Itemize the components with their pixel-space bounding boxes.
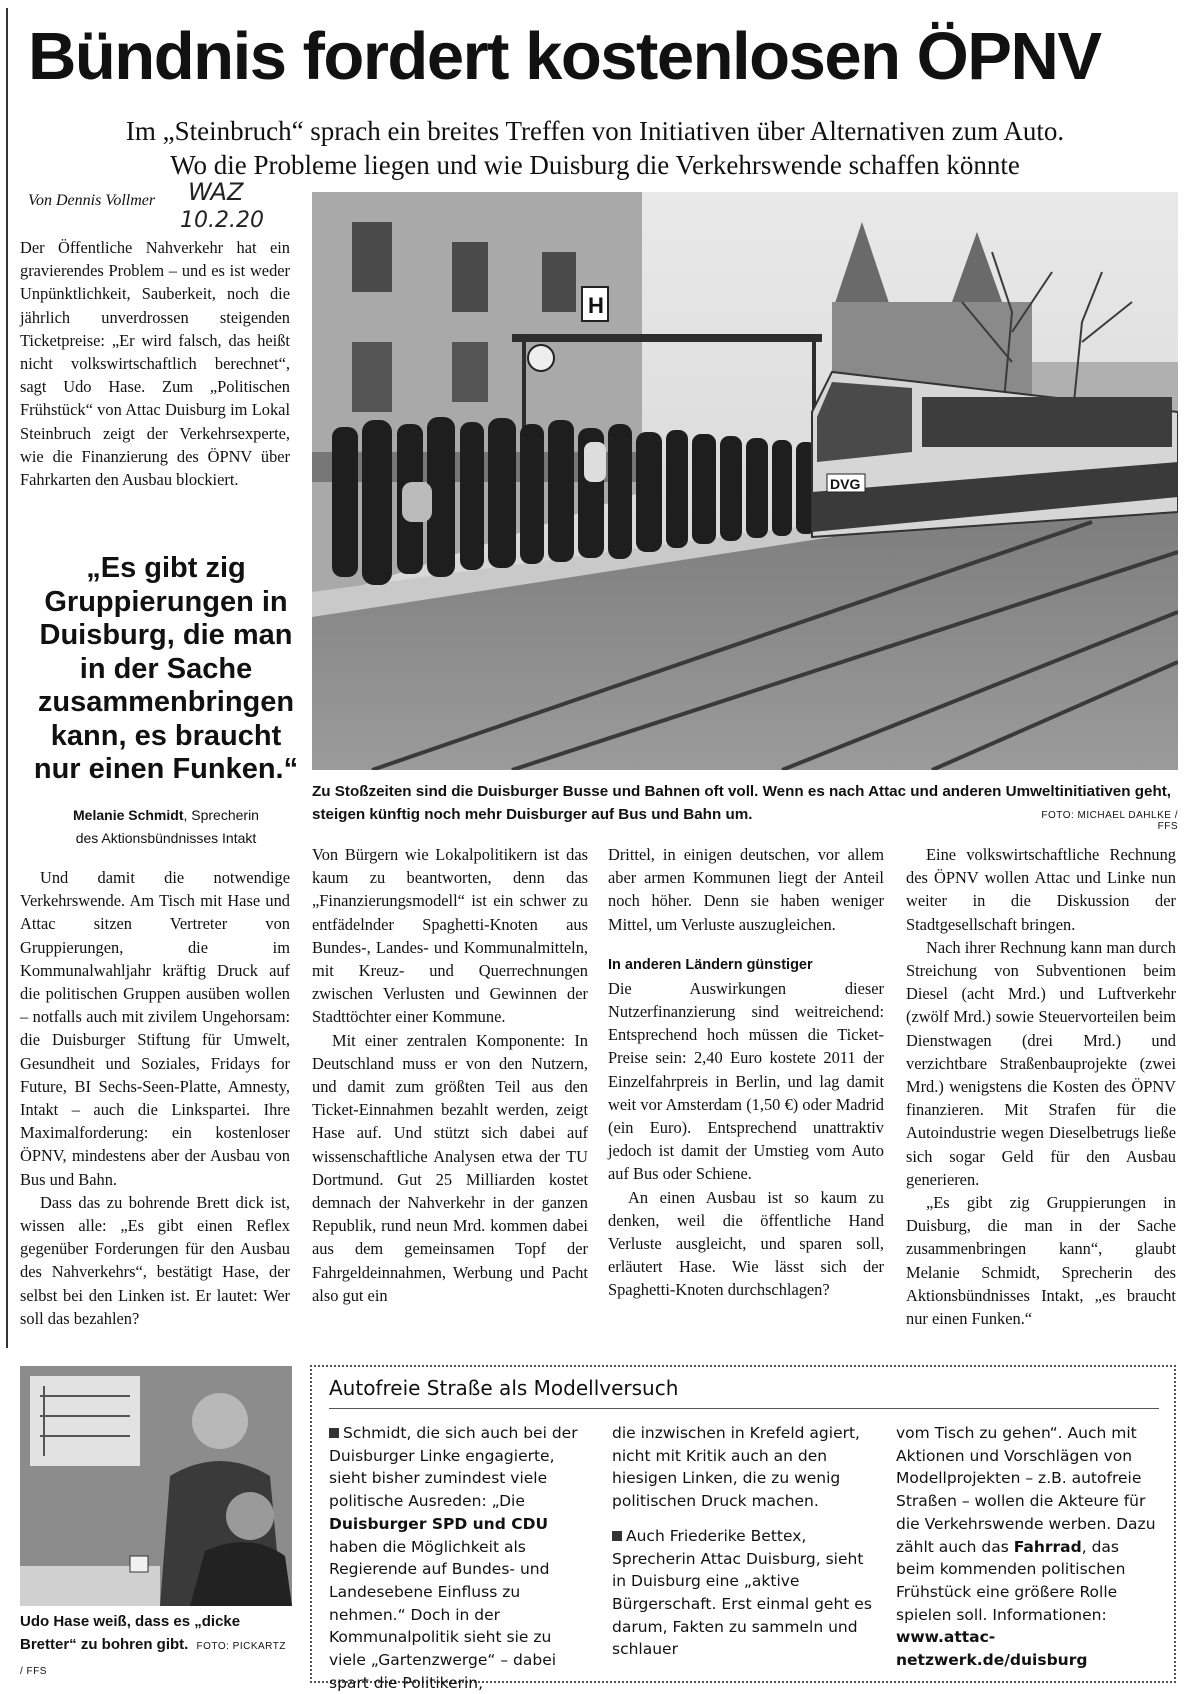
stop-sign-letter: H bbox=[588, 293, 604, 318]
info-box-column-2-paragraph-1: die inzwischen in Krefeld agiert, nicht mit Kritik auch an den hiesigen Linken, die zu wenig politischen Druck machen. bbox=[612, 1424, 860, 1511]
left-column-rule bbox=[6, 8, 8, 1348]
info-box-title: Autofreie Straße als Modellversuch bbox=[329, 1376, 679, 1400]
intro-text: Der Öffentliche Nahverkehr hat ein gravierendes Problem – und es ist weder Unpünktlichkeit, Sauberkeit, noch die jährlich unverdrossen steigenden Ticketpreise: „Er wird falsch, das heißt nicht volkswirtschaftlich berechnet“, sagt Udo Hase. Zum „Politischen Frühstück“ von Attac Duisburg im Lokal Steinbruch zeigt der Verkehrsexperte, wie die Finanzierung des ÖPNV über Fahrkarten den Ausbau blockiert. bbox=[20, 238, 290, 490]
column-4 bbox=[906, 843, 1176, 1330]
intro-paragraph bbox=[20, 236, 290, 491]
column-1-paragraph-2: Dass das zu bohrende Brett dick ist, wissen alle: „Es gibt einen Reflex gegenüber Forderungen für den Ausbau des Nahverkehrs“, bestätigt Hase, der selbst bei den Linken ist. Er lautet: Wer soll das bezahlen? bbox=[20, 1192, 290, 1328]
column-4-paragraph-3: „Es gibt zig Gruppierungen in Duisburg, die man in der Sache zusammenbringen kann“, glaubt Melanie Schmidt, Sprecherin des Aktionsbündnisses Intakt, „es braucht nur einen Funken.“ bbox=[906, 1193, 1176, 1329]
column-3 bbox=[608, 843, 884, 1302]
pull-quote-role: , Sprecherin bbox=[183, 807, 259, 823]
byline: Von Dennis Vollmer bbox=[28, 192, 156, 209]
bullet-square-icon bbox=[329, 1428, 339, 1438]
main-photo-credit: FOTO: MICHAEL DAHLKE / FFS bbox=[1041, 810, 1178, 832]
info-box-column-1-bold: Duisburger SPD und CDU bbox=[329, 1514, 549, 1533]
column-4-paragraph-1: Eine volkswirtschaftliche Rechnung des ÖPNV wollen Attac und Linke nun weiter in die Diskussion der Stadtgesellschaft bringen. bbox=[906, 845, 1176, 934]
info-box-link[interactable]: www.attac-netzwerk.de/duisburg bbox=[896, 1628, 1088, 1670]
column-3-paragraph-1: Drittel, in einigen deutschen, vor allem aber armen Kommunen liegt der Anteil noch höher. Denn sie haben weniger Mittel, um Verluste auszugleichen. bbox=[608, 845, 884, 934]
handwritten-source: WAZ bbox=[188, 178, 244, 206]
column-3-paragraph-3: An einen Ausbau ist so kaum zu denken, weil die öffentliche Hand Verluste ausgleicht, und sparen soll, erläutert Hase. Wie lässt sich der Spaghetti-Knoten durchschlagen? bbox=[608, 1187, 884, 1300]
column-4-paragraph-2: Nach ihrer Rechnung kann man durch Streichung von Subventionen beim Diesel (acht Mrd.) und Luftverkehr (zwölf Mrd.) sowie Steuervorteilen beim Dienstwagen (drei Mrd.) und verzichtbare Straßenbauprojekte (zwei Mrd.) wenigstens die Kosten des ÖPNV finanzieren. Mit Strafen für die Autoindustrie wegen Dieselbetrugs ließe sich sogar Geld für den Ausbau generieren. bbox=[906, 937, 1176, 1189]
column-3-subhead: In anderen Ländern günstiger bbox=[608, 956, 813, 973]
pull-quote: „Es gibt zig Gruppierungen in Duisburg, die man in der Sache zusammenbringen kann, es braucht nur einen Funken.“ bbox=[33, 552, 299, 785]
info-box-column-3-text-b: , das beim kommenden politischen Frühstück eine größere Rolle spielen soll. Informationen: bbox=[896, 1537, 1126, 1624]
info-box-column-2-paragraph-2: Auch Friederike Bettex, Sprecherin Attac Duisburg, sieht in Duisburg eine „aktive Bürgerschaft. Erst einmal geht es darum, Fakten zu sammeln und schlauer bbox=[612, 1526, 872, 1659]
column-1-paragraph-1: Und damit die notwendige Verkehrswende. Am Tisch mit Hase und Attac sitzen Vertreter von Gruppierungen, die im Kommunalwahljahr kräftig Druck auf die politischen Gruppen ausüben wollen – notfalls auch mit zivilem Ungehorsam: die Duisburger Stiftung für Umwelt, Gesundheit und Soziales, Fridays for Future, BI Sechs-Seen-Platte, Amnesty, Intakt – auch die Linkspartei. Ihre Maximalforderung: ein kostenloser ÖPNV, mindestens aber der Ausbau von Bus und Bahn. bbox=[20, 868, 290, 1189]
small-photo-credit: FOTO: PICKARTZ / FFS bbox=[20, 1641, 286, 1677]
small-photo-caption bbox=[20, 1610, 292, 1683]
column-1 bbox=[20, 866, 290, 1330]
pull-quote-role-2: des Aktionsbündnisses Intakt bbox=[75, 830, 257, 846]
info-box-column-1-text-b: haben die Möglichkeit als Regierende auf Bundes- und Landesebene Einfluss zu nehmen.“ Doch in der Kommunalpolitik sieht sie zu viele „Gartenzwerge“ – dabei spart die Politikerin, bbox=[329, 1537, 557, 1692]
subheadline-line-1: Im „Steinbruch“ sprach ein breites Treffen von Initiativen über Alternativen zum Auto. bbox=[125, 116, 1065, 146]
info-box-column-2 bbox=[612, 1422, 874, 1661]
column-3-paragraph-2: Die Auswirkungen dieser Nutzerfinanzierung sind weitreichend: Entsprechend hoch müssen die Ticket-Preise sein: 2,40 Euro kostete 2011 der Einzelfahrpreis in Berlin, und lag damit weit vor Amsterdam (1,50 €) oder Madrid (ein Euro). Entsprechend unattraktiv jedoch ist damit der Umstieg vom Auto auf Bus oder Schiene. bbox=[608, 978, 884, 1184]
tram-logo: DVG bbox=[830, 476, 861, 492]
pull-quote-name: Melanie Schmidt bbox=[73, 807, 184, 823]
info-box-column-3 bbox=[896, 1422, 1158, 1672]
handwritten-date: 10.2.20 bbox=[180, 208, 264, 233]
info-box-column-1-text-a: Schmidt, die sich auch bei der Duisburger Linke engagierte, sieht bisher zumindest viele politische Ausreden: „Die bbox=[329, 1424, 578, 1511]
pull-quote-attribution bbox=[26, 804, 306, 850]
info-box-column-3-bold: Fahrrad bbox=[1013, 1537, 1082, 1556]
bullet-square-icon bbox=[612, 1531, 622, 1541]
column-2-paragraph-2: Mit einer zentralen Komponente: In Deutschland muss er von den Nutzern, und damit zum größten Teil aus den Ticket-Einnahmen bezahlt werden, zeigt Hase auf. Und stützt sich dabei auf wissenschaftliche Analysen etwa der TU Dortmund. Gut 25 Milliarden kostet demnach der Nahverkehr in der ganzen Republik, rund neun Mrd. kommen dabei aus dem gemeinsamen Topf der Fahrgeldeinnahmen, Werbung und Pacht also gut ein bbox=[312, 1030, 588, 1305]
tram-stop-illustration bbox=[312, 192, 1178, 770]
subheadline-line-2: Wo die Probleme liegen und wie Duisburg die Verkehrswende schaffen könnte bbox=[170, 150, 1020, 180]
info-box-rule bbox=[329, 1408, 1159, 1409]
main-photo-caption-text: Zu Stoßzeiten sind die Duisburger Busse und Bahnen oft voll. Wenn es nach Attac und anderen Umweltinitiativen geht, steigen künftig noch mehr Duisburger auf Bus und Bahn um. bbox=[312, 783, 1172, 823]
main-photo bbox=[312, 192, 1178, 770]
info-box-column-3-text-a: vom Tisch zu gehen“. Auch mit Aktionen und Vorschlägen von Modellprojekten – z.B. autofreie Straßen – wollen die Akteure für die Verkehrswende werben. Dazu zählt auch das bbox=[896, 1424, 1156, 1556]
info-box-column-1 bbox=[329, 1422, 591, 1694]
column-2 bbox=[312, 843, 588, 1307]
small-photo-caption-text: Udo Hase weiß, dass es „dicke Bretter“ zu bohren gibt. bbox=[20, 1613, 241, 1653]
speaker-photo-illustration bbox=[20, 1366, 292, 1606]
column-2-paragraph-1: Von Bürgern wie Lokalpolitikern ist das kaum zu beantworten, denn das „Finanzierungsmodell“ ist ein schwer zu entfädelnder Spaghetti-Knoten aus Bundes-, Landes- und Kommunalmitteln, mit Kreuz- und Querrechnungen zwischen Verlusten und Gewinnen der Stadttöchter einer Kommune. bbox=[312, 845, 588, 1027]
headline: Bündnis fordert kostenlosen ÖPNV bbox=[28, 19, 1101, 94]
small-photo bbox=[20, 1366, 292, 1606]
